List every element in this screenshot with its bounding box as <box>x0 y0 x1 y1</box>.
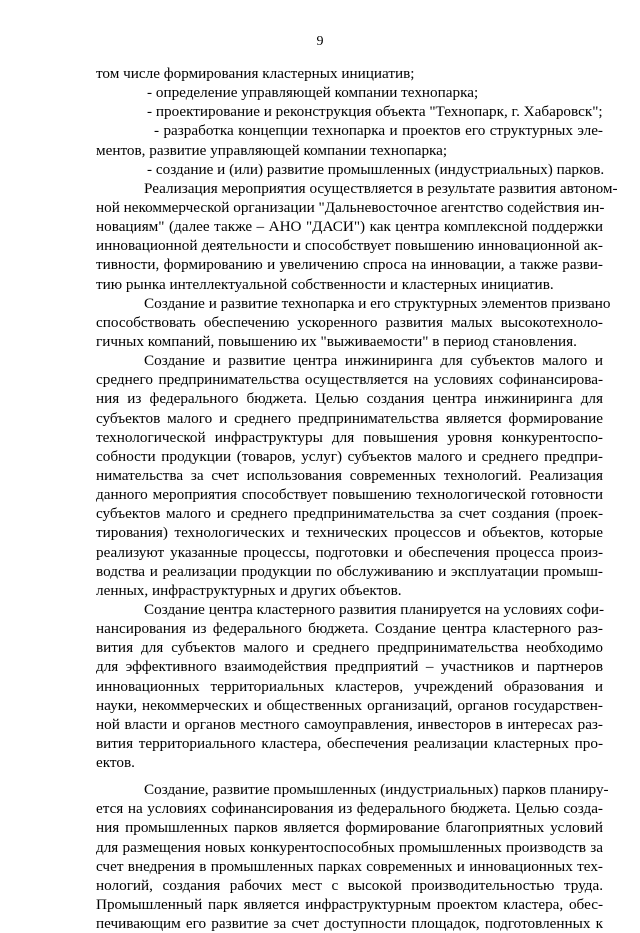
text-line: том числе формирования кластерных инициатив; <box>96 65 415 82</box>
text-line: реализуют указанные процессы, подготовки и обеспечения процесса произ- <box>96 543 603 561</box>
text-line: субъектов малого и среднего предпринимательства за счет создания (проек- <box>96 505 603 523</box>
text-line: субъектов малого и среднего предпринимательства является формирование <box>96 409 603 427</box>
text-line: науки, некоммерческих и общественных организаций, органов государствен- <box>96 696 603 714</box>
text-line: гичных компаний, повышению их "выживаемости" в период становления. <box>96 332 577 350</box>
text-line: тию рынка интеллектуальной собственности и кластерных инициатив. <box>96 275 554 293</box>
text-line: нимательства за счет использования современных технологий. Реализация <box>96 466 603 484</box>
text-line: ния из федерального бюджета. Целью создания центра инжиниринга для <box>96 390 603 408</box>
text-line: счет внедрения в промышленных парках современных и инновационных тех- <box>96 857 603 875</box>
text-line: инновационных территориальных кластеров, учреждений образования и <box>96 677 603 695</box>
text-line: Создание центра кластерного развития планируется на условиях софи- <box>144 600 604 618</box>
text-line: ментов, развитие управляющей компании технопарка; <box>96 141 448 159</box>
text-line: ется на условиях софинансирования из федерального бюджета. Целью созда- <box>96 800 603 818</box>
text-line: способствовать обеспечению ускоренного развития малых высокотехноло- <box>96 313 603 331</box>
text-line: среднего предпринимательства осуществляется на условиях софинансирова- <box>96 371 603 389</box>
text-line: вития для субъектов малого и среднего предпринимательства необходимо <box>96 639 603 657</box>
text-line: данного мероприятия способствует повышению технологической готовности <box>96 486 603 504</box>
text-line: - проектирование и реконструкция объекта "Технопарк, г. Хабаровск"; <box>147 103 603 121</box>
text-line: - определение управляющей компании технопарка; <box>147 84 479 102</box>
text-line: ленных, инфраструктурных и других объектов. <box>96 581 402 599</box>
text-line: нансирования из федерального бюджета. Создание центра кластерного раз- <box>96 620 603 638</box>
text-line: нологий, создания рабочих мест с высокой производительностью труда. <box>96 876 603 894</box>
text-line: для размещения новых конкурентоспособных промышленных производств за <box>96 838 603 856</box>
text-line: Реализация мероприятия осуществляется в результате развития автоном- <box>144 179 618 197</box>
text-line: Создание, развитие промышленных (индустриальных) парков планиру- <box>144 781 609 799</box>
text-line: тирования) технологических и технических процессов и объектов, которые <box>96 524 603 542</box>
text-line: ния промышленных парков является формирование благоприятных условий <box>96 819 603 837</box>
text-line: ной власти и органов местного самоуправления, инвесторов в интересах раз- <box>96 715 603 733</box>
document-body <box>96 64 618 933</box>
paragraph-gap <box>96 772 603 780</box>
text-line: тивности, формированию и увеличению спроса на инновации, а также разви- <box>96 256 603 274</box>
text-line: инновационной деятельности и способствует повышению инновационной ак- <box>96 237 603 255</box>
text-line: - создание и (или) развитие промышленных (индустриальных) парков. <box>147 160 605 178</box>
text-line: собности продукции (товаров, услуг) субъектов малого и среднего предпри- <box>96 447 603 465</box>
text-line: Создание и развитие технопарка и его структурных элементов призвано <box>144 294 611 312</box>
text-line: Промышленный парк является инфраструктурным проектом кластера, обес- <box>96 896 603 914</box>
text-line: - разработка концепции технопарка и проектов его структурных эле- <box>154 122 603 140</box>
text-line: вития территориального кластера, обеспечения реализации кластерных про- <box>96 734 603 752</box>
page-number: 9 <box>316 34 324 49</box>
text-line: Создание и развитие центра инжиниринга для субъектов малого и <box>144 352 603 370</box>
text-line: ектов. <box>96 754 135 772</box>
text-line: технологической инфраструктуры для повышения уровня конкурентоспо- <box>96 428 603 446</box>
text-line: водства и реализации продукции по обслуживанию и эксплуатации промыш- <box>96 562 603 580</box>
text-line: ной некоммерческой организации "Дальневосточное агентство содействия ин- <box>96 198 605 216</box>
text-line: печивающим его развитие за счет доступности площадок, подготовленных к <box>96 915 603 933</box>
text-line: новациям" (далее также – АНО "ДАСИ") как центра комплексной поддержки <box>96 218 603 236</box>
text-line: для эффективного взаимодействия предприятий – участников и партнеров <box>96 658 603 676</box>
